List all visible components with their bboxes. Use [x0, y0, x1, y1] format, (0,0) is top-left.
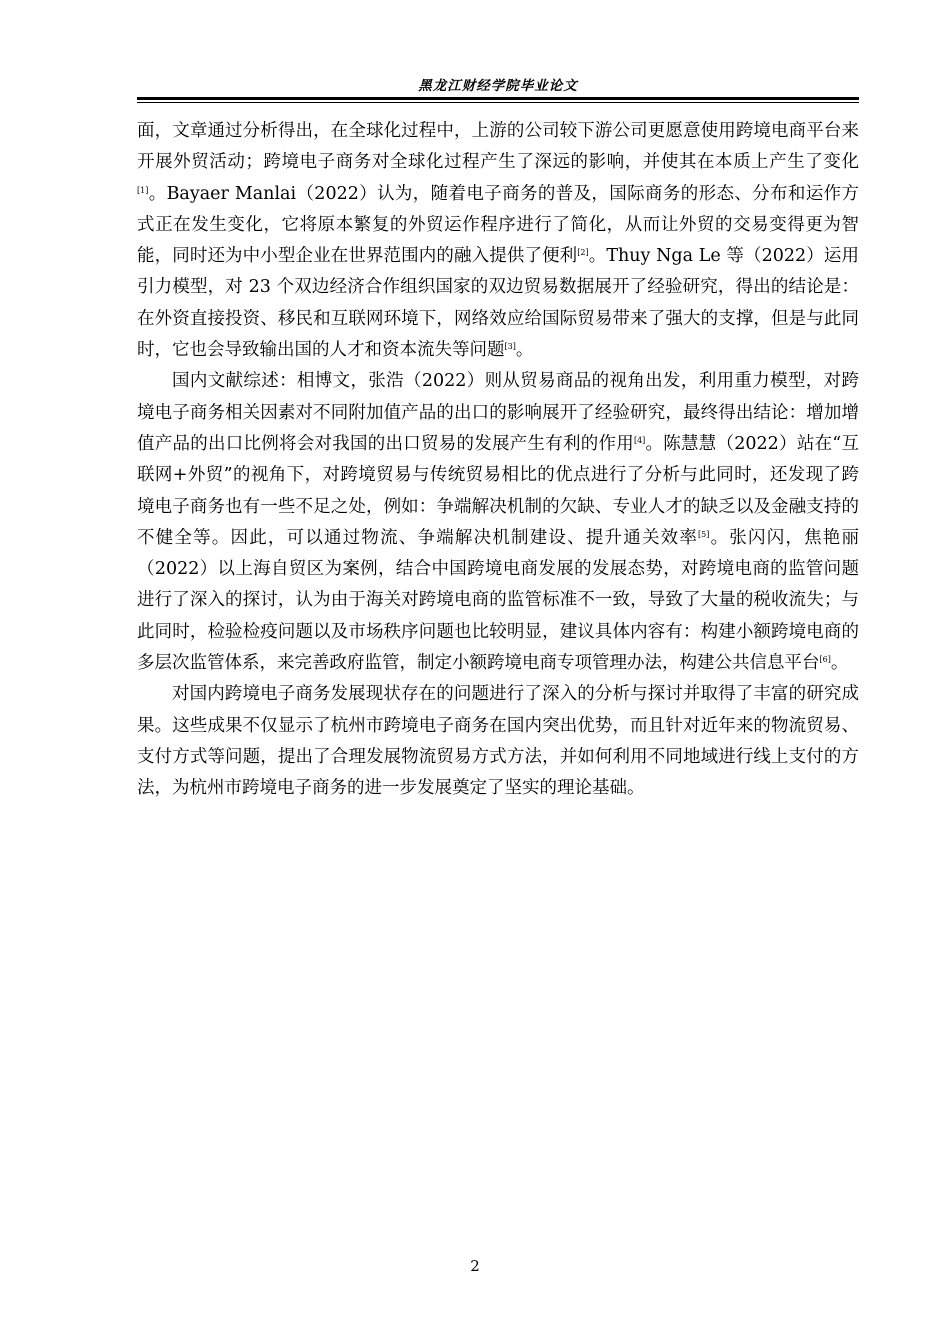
- paragraph-literature-domestic: [137, 366, 859, 679]
- running-header-title: 黑龙江财经学院毕业论文: [418, 78, 578, 94]
- text-run: 国内文献综述：相博文，张浩（2022）则从贸易商品的视角出发，利用重力模型，对跨境电子商务相关因素对不同附加值产品的出口的影响展开了经验研究，最终得出结论：增加增值产品的出口比例将会对我国的出口贸易的发展产生有利的作用: [137, 371, 859, 454]
- header-rule-thick: [137, 97, 859, 100]
- citation-ref: [4]: [633, 435, 646, 445]
- citation-ref: [5]: [698, 529, 710, 539]
- text-run: 。: [515, 340, 534, 361]
- paragraph-literature-foreign: [137, 116, 859, 366]
- citation-ref: [3]: [504, 342, 516, 352]
- paragraph-summary: [137, 679, 859, 804]
- text-run: 面，文章通过分析得出，在全球化过程中，上游的公司较下游公司更愿意使用跨境电商平台来开展外贸活动；跨境电子商务对全球化过程产生了深远的影响，并使其在本质上产生了变化: [137, 121, 859, 173]
- citation-ref: [2]: [577, 248, 589, 258]
- citation-ref: [1]: [137, 185, 149, 195]
- text-run: 对国内跨境电子商务发展现状存在的问题进行了深入的分析与探讨并取得了丰富的研究成果。这些成果不仅显示了杭州市跨境电子商务在国内突出优势，而且针对近年来的物流贸易、支付方式等问题，提出了合理发展物流贸易方式方法，并如何利用不同地域进行线上支付的方法，为杭州市跨境电子商务的进一步发展奠定了坚实的理论基础。: [137, 684, 859, 799]
- text-run: 。Thuy Nga Le 等（2022）运用引力模型，对 23 个双边经济合作组织国家的双边贸易数据展开了经验研究，得出的结论是：在外资直接投资、移民和互联网环境下，网络效应给国际贸易带来了强大的支撑，但是与此同时，它也会导致输出国的人才和资本流失等问题: [137, 246, 859, 361]
- text-run: 。张闪闪，焦艳丽（2022）以上海自贸区为案例，结合中国跨境电商发展的发展态势，对跨境电商的监管问题进行了深入的探讨，认为由于海关对跨境电商的监管标准不一致，导致了大量的税收流失；与此同时，检验检疫问题以及市场秩序问题也比较明显，建议具体内容有：构建小额跨境电商的多层次监管体系，来完善政府监管，制定小额跨境电商专项管理办法，构建公共信息平台: [137, 527, 860, 674]
- text-run: 。陈慧慧（2022）站在“互联网+外贸”的视角下，对跨境贸易与传统贸易相比的优点进行了分析与此同时，还发现了跨境电子商务也有一些不足之处，例如：争端解决机制的欠缺、专业人才的缺乏以及金融支持的不健全等。因此，可以通过物流、争端解决机制建设、提升通关效率: [137, 433, 860, 548]
- text-run: 。Bayaer Manlai（2022）认为，随着电子商务的普及，国际商务的形态、分布和运作方式正在发生变化，它将原本繁复的外贸运作程序进行了简化，从而让外贸的交易变得更为智能，同时还为中小型企业在世界范围内的融入提供了便利: [137, 183, 859, 267]
- citation-ref: [6]: [819, 655, 831, 665]
- body-text: [137, 116, 859, 805]
- text-run: 。: [830, 653, 849, 674]
- header-rule-thin: [137, 102, 859, 103]
- page-number: 2: [470, 1257, 480, 1275]
